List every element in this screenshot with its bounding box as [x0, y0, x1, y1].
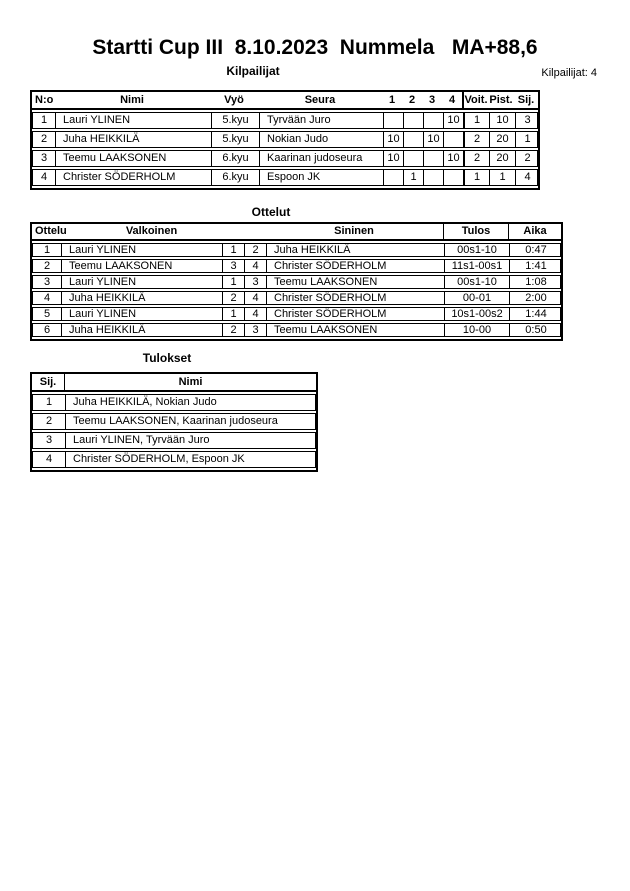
- cell-name: Lauri YLINEN: [55, 113, 211, 128]
- cell-place: 1: [515, 132, 539, 147]
- cell-place: 4: [45, 453, 53, 465]
- table-row: [32, 112, 538, 129]
- cell-place: 2: [515, 151, 539, 166]
- table-row: [32, 413, 316, 430]
- cell-white: Juha HEIKKILÄ: [61, 292, 222, 304]
- cell-no: 2: [40, 133, 48, 145]
- competitors-header-row: [32, 92, 538, 110]
- col-header-white: Valkoinen: [125, 225, 178, 237]
- cell-result: 00s1-10: [444, 244, 509, 256]
- cell-club: Tyrvään Juro: [259, 113, 383, 128]
- col-header-place: Sij.: [39, 376, 57, 388]
- cell-white: Juha HEIKKILÄ: [61, 324, 222, 336]
- cell-belt: 5.kyu: [211, 132, 259, 147]
- results-section-title: Tulokset: [142, 351, 192, 365]
- cell-no: 1: [40, 114, 48, 126]
- col-header-round1: 1: [388, 94, 396, 106]
- table-row: [32, 394, 316, 411]
- col-header-points: Pist.: [489, 94, 513, 106]
- col-header-wins: Voit.: [462, 92, 488, 108]
- cell-name: Teemu LAAKSONEN, Kaarinan judoseura: [65, 414, 317, 429]
- cell-time: 1:08: [509, 276, 562, 288]
- cell-result: 10s1-00s2: [444, 308, 509, 320]
- cell-match-no: 2: [43, 260, 51, 272]
- cell-points: 10: [489, 113, 515, 128]
- cell-name: Juha HEIKKILÄ: [55, 132, 211, 147]
- cell-white: Lauri YLINEN: [61, 308, 222, 320]
- cell-round3: [423, 170, 443, 185]
- cell-result: 00-01: [444, 292, 509, 304]
- cell-belt: 6.kyu: [211, 151, 259, 166]
- competitors-section-title: Kilpailijat: [226, 64, 280, 78]
- cell-round2: [403, 151, 423, 166]
- cell-time: 0:50: [509, 324, 562, 336]
- table-row: [32, 169, 538, 186]
- cell-belt: 6.kyu: [211, 170, 259, 185]
- cell-blue: Christer SÖDERHOLM: [266, 292, 444, 304]
- results-header-row: [32, 374, 316, 392]
- col-header-time: Aika: [508, 224, 561, 239]
- cell-white-no: 1: [222, 244, 244, 256]
- cell-white-no: 1: [222, 308, 244, 320]
- cell-blue-no: 4: [244, 292, 266, 304]
- col-header-belt: Vyö: [224, 94, 244, 106]
- table-row: [32, 451, 316, 468]
- cell-club: Espoon JK: [259, 170, 383, 185]
- cell-points: 20: [489, 132, 515, 147]
- cell-round4: [443, 170, 463, 185]
- cell-time: 0:47: [509, 244, 562, 256]
- table-row: [32, 432, 316, 449]
- cell-white-no: 2: [222, 324, 244, 336]
- col-header-blue: Sininen: [334, 225, 374, 237]
- results-table: [30, 372, 318, 472]
- cell-match-no: 6: [43, 324, 51, 336]
- cell-result: 11s1-00s1: [444, 260, 509, 272]
- matches-section-title: Ottelut: [251, 205, 291, 219]
- table-row: [32, 150, 538, 167]
- cell-name: Teemu LAAKSONEN: [55, 151, 211, 166]
- cell-belt: 5.kyu: [211, 113, 259, 128]
- cell-round2: [403, 132, 423, 147]
- table-row: [32, 275, 561, 289]
- col-header-round3: 3: [428, 94, 436, 106]
- cell-wins: 1: [463, 113, 489, 128]
- competitors-table: [30, 90, 540, 190]
- col-header-place: Sij.: [517, 94, 535, 106]
- cell-round4: 10: [443, 151, 463, 166]
- cell-club: Kaarinan judoseura: [259, 151, 383, 166]
- cell-round4: 10: [443, 113, 463, 128]
- page-title: Startti Cup III 8.10.2023 Nummela MA+88,6: [92, 36, 538, 59]
- cell-round2: 1: [403, 170, 423, 185]
- cell-place: 4: [515, 170, 539, 185]
- col-header-result: Tulos: [443, 224, 508, 239]
- cell-blue-no: 3: [244, 276, 266, 288]
- cell-name: Lauri YLINEN, Tyrvään Juro: [65, 433, 317, 448]
- col-header-spacer: [221, 224, 265, 239]
- table-row: [32, 259, 561, 273]
- cell-place: 3: [45, 434, 53, 446]
- table-row: [32, 323, 561, 337]
- cell-match-no: 1: [43, 244, 51, 256]
- col-header-round4: 4: [448, 94, 456, 106]
- cell-white-no: 1: [222, 276, 244, 288]
- cell-time: 2:00: [509, 292, 562, 304]
- col-header-name: Nimi: [64, 374, 316, 390]
- cell-round2: [403, 113, 423, 128]
- cell-blue: Christer SÖDERHOLM: [266, 308, 444, 320]
- cell-blue-no: 4: [244, 260, 266, 272]
- cell-round3: [423, 113, 443, 128]
- cell-blue-no: 4: [244, 308, 266, 320]
- cell-no: 4: [40, 171, 48, 183]
- competitors-count: Kilpailijat: 4: [541, 67, 597, 79]
- cell-round3: [423, 151, 443, 166]
- cell-name: Juha HEIKKILÄ, Nokian Judo: [65, 395, 317, 410]
- cell-round1: [383, 170, 403, 185]
- cell-match-no: 4: [43, 292, 51, 304]
- cell-white-no: 2: [222, 292, 244, 304]
- cell-blue: Teemu LAAKSONEN: [266, 324, 444, 336]
- cell-match-no: 5: [43, 308, 51, 320]
- table-row: [32, 307, 561, 321]
- col-header-match: Ottelu: [35, 225, 67, 237]
- cell-white-no: 3: [222, 260, 244, 272]
- cell-blue: Teemu LAAKSONEN: [266, 276, 444, 288]
- cell-blue: Christer SÖDERHOLM: [266, 260, 444, 272]
- table-row: [32, 291, 561, 305]
- cell-no: 3: [40, 152, 48, 164]
- cell-round4: [443, 132, 463, 147]
- table-row: [32, 243, 561, 257]
- cell-points: 1: [489, 170, 515, 185]
- col-header-round2: 2: [408, 94, 416, 106]
- cell-place: 2: [45, 415, 53, 427]
- cell-round1: 10: [383, 132, 403, 147]
- cell-club: Nokian Judo: [259, 132, 383, 147]
- cell-blue-no: 3: [244, 324, 266, 336]
- table-row: [32, 131, 538, 148]
- col-header-club: Seura: [304, 94, 336, 106]
- cell-blue: Juha HEIKKILÄ: [266, 244, 444, 256]
- cell-name: Christer SÖDERHOLM, Espoon JK: [65, 452, 317, 467]
- cell-blue-no: 2: [244, 244, 266, 256]
- cell-white: Teemu LAAKSONEN: [61, 260, 222, 272]
- cell-wins: 2: [463, 132, 489, 147]
- cell-white: Lauri YLINEN: [61, 276, 222, 288]
- cell-white: Lauri YLINEN: [61, 244, 222, 256]
- cell-round1: [383, 113, 403, 128]
- cell-time: 1:41: [509, 260, 562, 272]
- cell-place: 1: [45, 396, 53, 408]
- cell-time: 1:44: [509, 308, 562, 320]
- cell-round1: 10: [383, 151, 403, 166]
- cell-round3: 10: [423, 132, 443, 147]
- cell-result: 00s1-10: [444, 276, 509, 288]
- matches-table: [30, 222, 563, 341]
- cell-result: 10-00: [444, 324, 509, 336]
- cell-points: 20: [489, 151, 515, 166]
- cell-name: Christer SÖDERHOLM: [55, 170, 211, 185]
- cell-match-no: 3: [43, 276, 51, 288]
- cell-wins: 1: [463, 170, 489, 185]
- cell-place: 3: [515, 113, 539, 128]
- matches-header-row: [32, 224, 561, 241]
- cell-wins: 2: [463, 151, 489, 166]
- col-header-no: N:o: [35, 94, 54, 106]
- col-header-name: Nimi: [120, 94, 144, 106]
